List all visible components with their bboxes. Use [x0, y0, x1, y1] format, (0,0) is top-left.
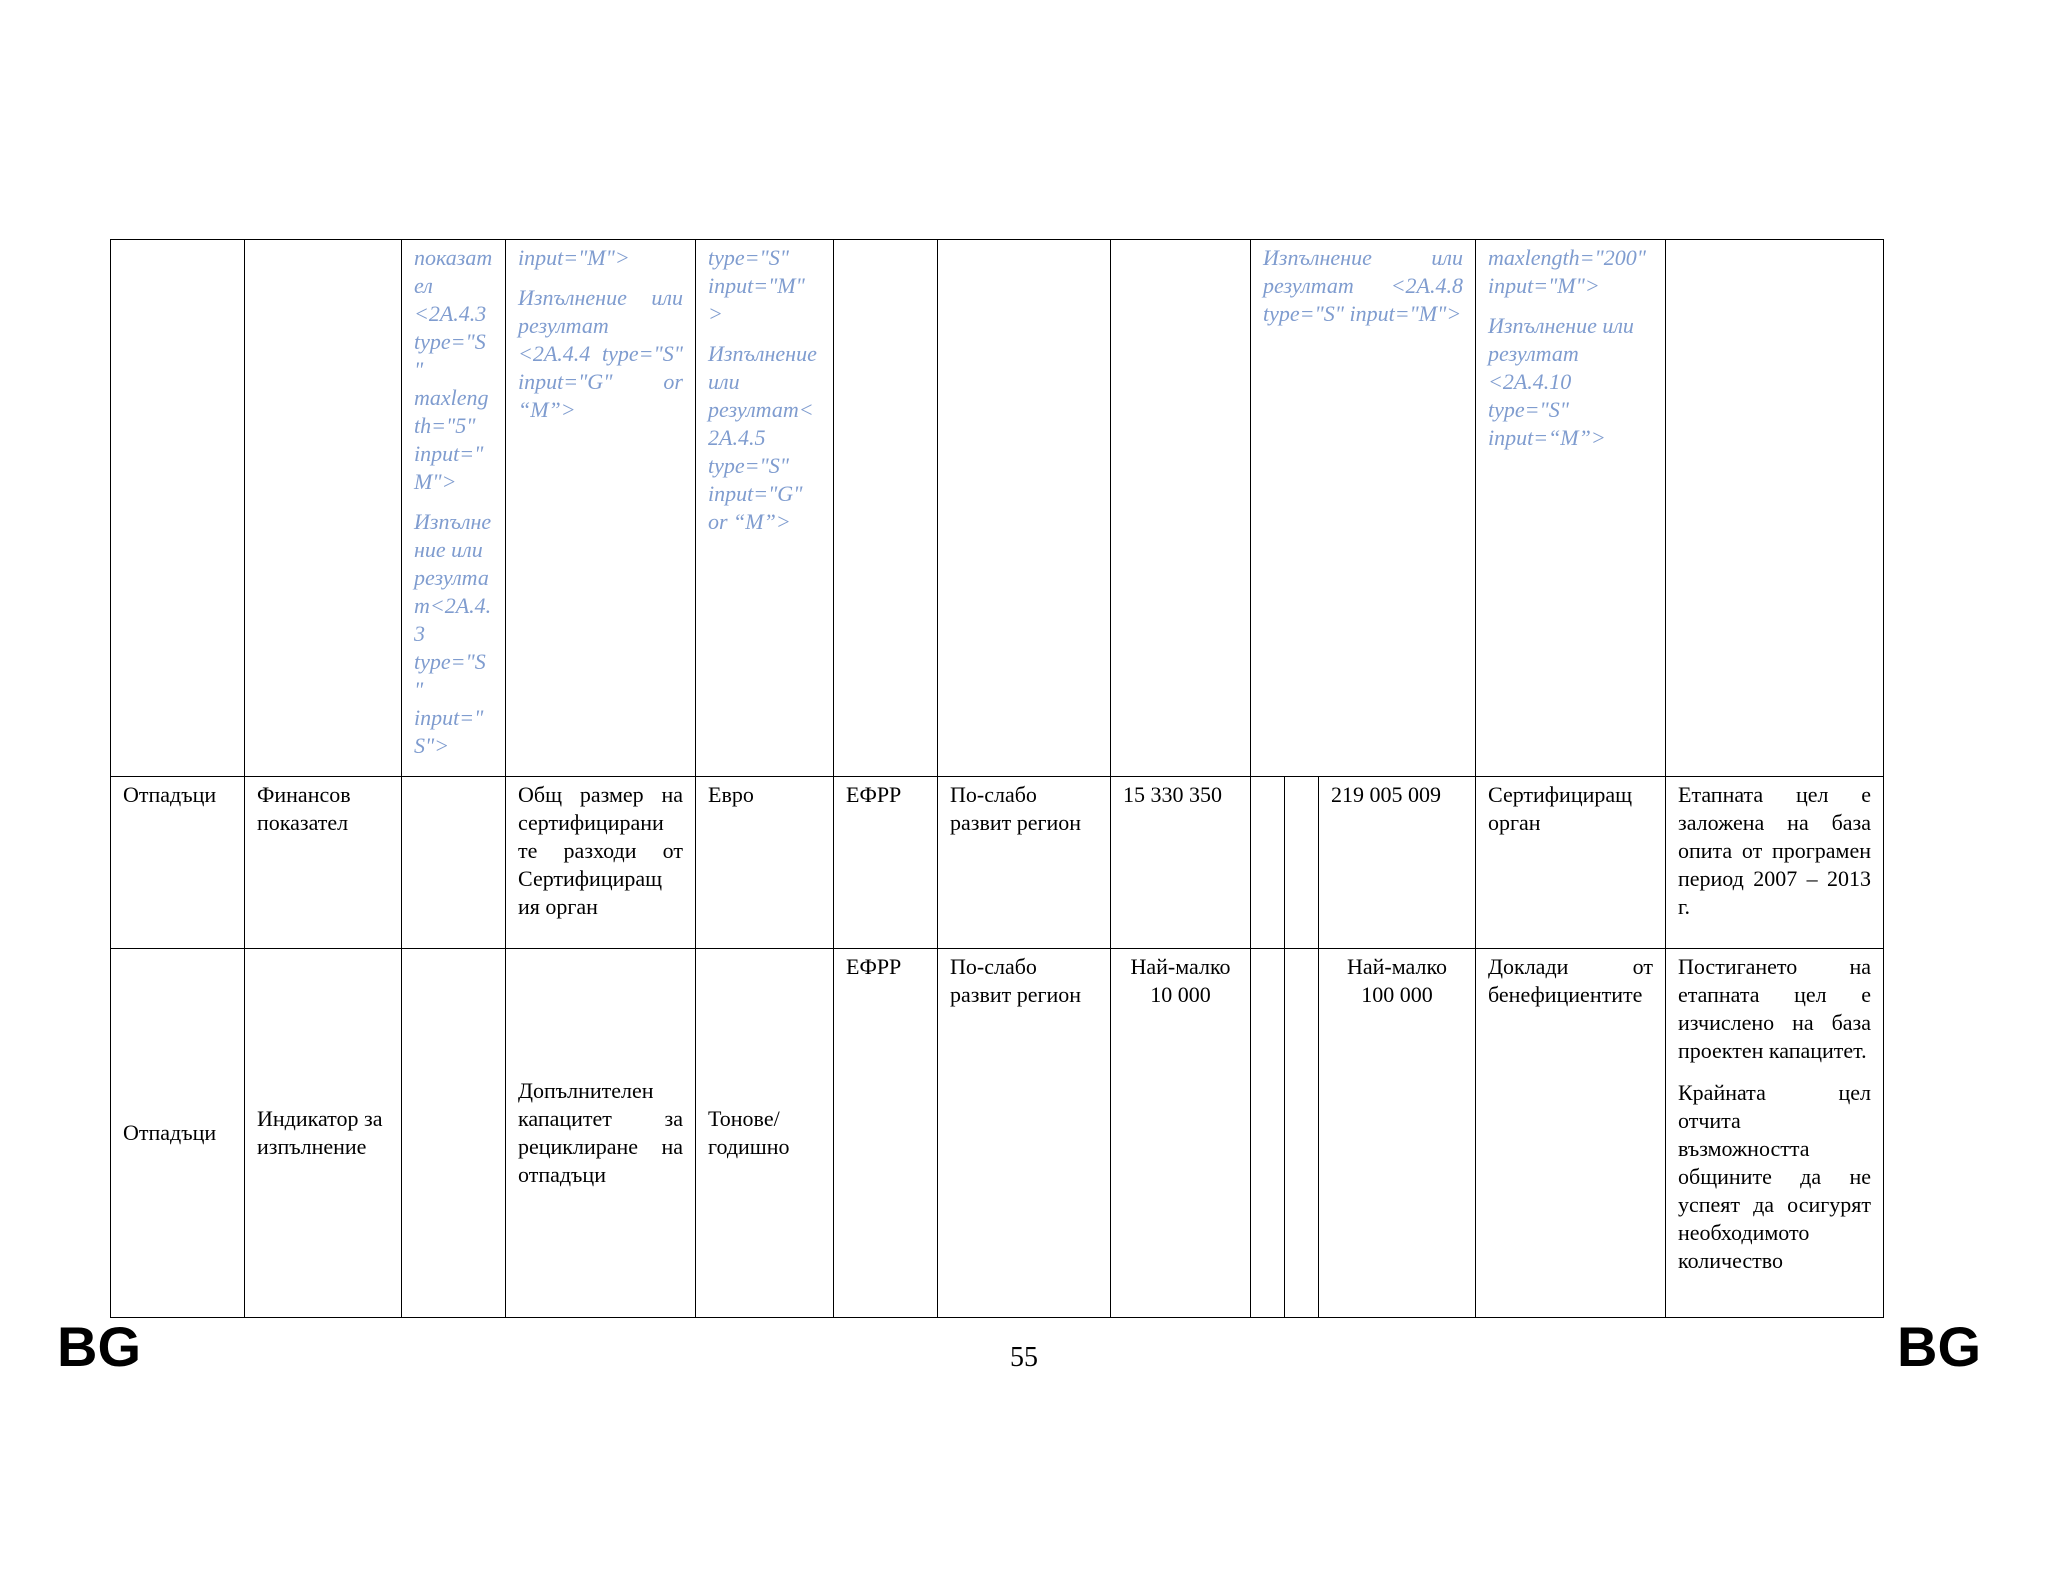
- cell: [834, 240, 938, 777]
- template-text: Изпълнение или резултат<2А.4.3 type="S" input="S">: [414, 509, 492, 758]
- table-row-performance: [111, 949, 1884, 1318]
- fund-cell: ЕФРР: [834, 777, 938, 949]
- fund-cell: ЕФРР: [834, 949, 938, 1318]
- cell: [245, 240, 402, 777]
- unit-cell: Тонове/ годишно: [696, 949, 834, 1318]
- template-text: maxlength="200" input="M">: [1488, 245, 1646, 298]
- region-category-cell: По-слабо развит регион: [938, 777, 1111, 949]
- indicator-type-cell: Финансов показател: [245, 777, 402, 949]
- data-source-cell: Сертифициращ орган: [1476, 777, 1666, 949]
- id-cell: [402, 777, 506, 949]
- priority-axis-cell: Отпадъци: [111, 777, 245, 949]
- cell: [1666, 240, 1884, 777]
- data-source-cell: Доклади от бенефициентите: [1476, 949, 1666, 1318]
- template-text: Изпълнение или резултат<2А.4.5 type="S" input="G" or “M”>: [708, 341, 817, 534]
- page-number: 55: [1010, 1342, 1038, 1373]
- template-text: Изпълнение или резултат <2А.4.8 type="S" input="M">: [1263, 245, 1463, 326]
- template-cell: [1476, 240, 1666, 777]
- template-text: input="M">: [518, 245, 630, 270]
- indicator-name-cell: Общ размер на сертифицирани те разходи от Сертифициращ ия орган: [506, 777, 696, 949]
- indicator-table: [110, 239, 1884, 1318]
- cell: [1251, 777, 1285, 949]
- id-cell: [402, 949, 506, 1318]
- milestone-cell: 15 330 350: [1111, 777, 1251, 949]
- cell: [111, 240, 245, 777]
- milestone-cell: Най-малко 10 000: [1111, 949, 1251, 1318]
- final-target-cell: 219 005 009: [1319, 777, 1476, 949]
- explanation-text: Крайната цел отчита възможността общините да не успеят да осигурят необходимото количество: [1678, 1080, 1871, 1273]
- template-text: Изпълнение или резултат <2А.4.10 type="S" input=“M”>: [1488, 313, 1634, 450]
- cell: [938, 240, 1111, 777]
- explanation-text: Постигането на етапната цел е изчислено на база проектен капацитет.: [1678, 954, 1871, 1063]
- table-row-template: [111, 240, 1884, 777]
- explanation-cell: Етапната цел е заложена на база опита от програмен период 2007 – 2013 г.: [1666, 777, 1884, 949]
- cell: [1285, 949, 1319, 1318]
- template-cell: [402, 240, 506, 777]
- template-text: показател <2А.4.3 type="S" maxlength="5" input="M">: [414, 245, 493, 494]
- indicator-name-cell: Допълнителен капацитет за рециклиране на отпадъци: [506, 949, 696, 1318]
- final-target-cell: Най-малко 100 000: [1319, 949, 1476, 1318]
- language-label-right: BG: [1897, 1315, 1981, 1378]
- cell: [1251, 949, 1285, 1318]
- template-text: type="S" input="M" >: [708, 245, 805, 326]
- template-cell: [696, 240, 834, 777]
- cell: [1285, 777, 1319, 949]
- indicator-type-cell: Индикатор за изпълнение: [245, 949, 402, 1318]
- unit-cell: Евро: [696, 777, 834, 949]
- explanation-cell: [1666, 949, 1884, 1318]
- language-label-left: BG: [57, 1315, 141, 1378]
- template-text: Изпълнение или резултат <2А.4.4 type="S" input="G" or “M”>: [518, 285, 683, 422]
- region-category-cell: По-слабо развит регион: [938, 949, 1111, 1318]
- priority-axis-cell: Отпадъци: [111, 949, 245, 1318]
- table-row-financial: [111, 777, 1884, 949]
- template-cell: [1251, 240, 1476, 777]
- cell: [1111, 240, 1251, 777]
- template-cell: [506, 240, 696, 777]
